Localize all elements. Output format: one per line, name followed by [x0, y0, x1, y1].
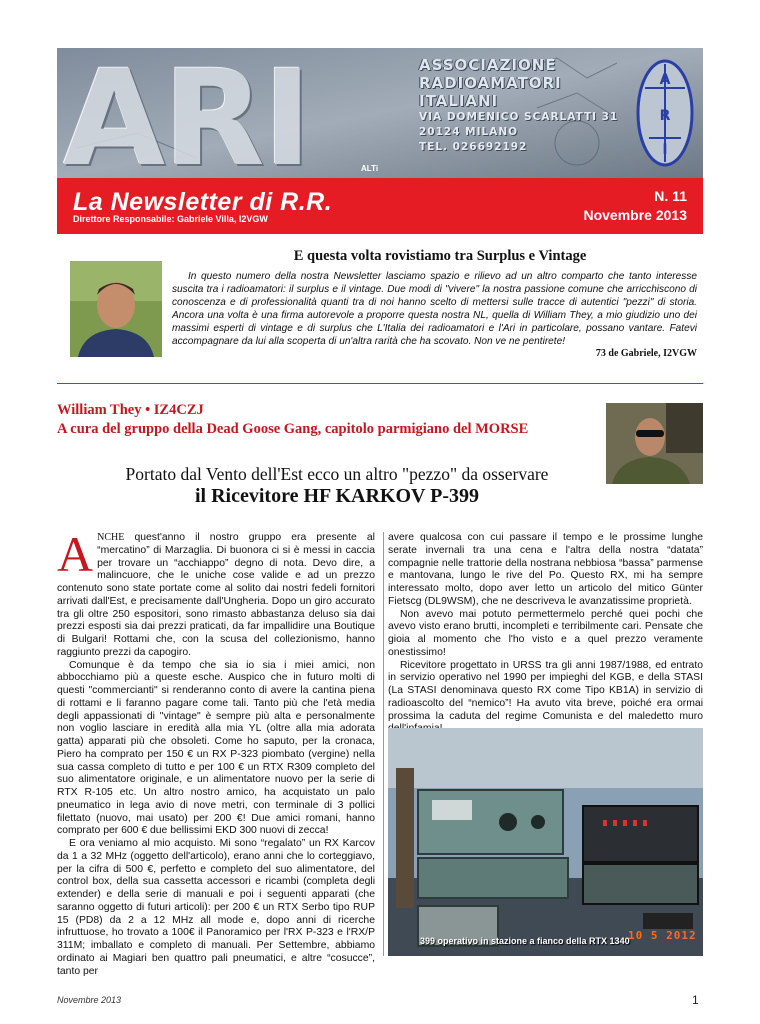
association-block	[419, 56, 629, 155]
first-word: NCHE	[97, 532, 125, 543]
right-paragraph-3: Ricevitore progettato in URSS tra gli anni 1987/1988, ed entrato in servizio operativo nel 1990 per impieghi del KGB, e della STASI (La STASI denominava questo RX come Tipo KB1A) in servizio di radioascolto del “nemico”! Ha avuto vita breve, poiché era ormai prossima la caduta del regime Comunista e del maledetto muro	[388, 659, 703, 722]
left-paragraph-3: E ora veniamo al mio acquisto. Mi sono “regalato” un RX Karcov da 1 a 32 MHz (oggetto dell'articolo), erano anni che lo corteggiavo, per la cifra di 500 €, perfetto e completo del suo alimentatore, del control box, della sua cassetta accessori e ricambi (completa degli extender) e della serie di manuali e poi i seguenti apparati (che saranno oggetto di futuri articoli): per 200 € un RTX Serbo tipo RUP 15 (PD8) da 2 a 12 MHz all mode e, dopo anni di ricerche infruttuose, ho trovato a 100€ il Panoramico per l'RX P-323 e l'RX/P 311M; imballato e completo di manuali. Per Settembre, abbiamo ordinato ai Magiari ben quattro pali pneumatici, e altre “cosucce”, tanto per	[57, 838, 375, 977]
left-paragraph-1: quest'anno il nostro gruppo era presente al “mercatino” di Marzaglia. Di buonora ci si è messi in caccia per trovare un “acchiappo” degno di nota. Devo dire, a malincuore, che le uniche cose valide e ad un prezzo contenuto sono state portate come al solito dai nostri fedeli fornitori arrivati dall'Est, e precisamente dall'Ungheria. Dopo un giro accurato tra gli oltre 250 espositori, sono rimasto abbastanza deluso sia dai prezzi esposti sia dai prezzi praticati, da far impallidire una Boutique di Bulgari! Rottami che, con la scusa del collezionismo, hanno raggiunto prezzi da capogiro.	[57, 532, 375, 658]
ari-logo-letters: ARI	[63, 48, 310, 178]
section-divider	[57, 383, 703, 384]
intro-heading: E questa volta rovistiamo tra Surplus e Vintage	[293, 248, 587, 264]
altri-label: ALTi	[361, 164, 379, 173]
radio-station-photo	[388, 728, 703, 956]
right-paragraph-2: Non avevo mai potuto permettermelo perché quei pochi che avevo visto erano brutti, incompleti e terribilmente cari. Pensate che gioia al momento che l'ho visto e a quel prezzo veramente onestissimo!	[388, 608, 703, 658]
assoc-line-1: ASSOCIAZIONE	[419, 56, 557, 74]
address-city: 20124 MILANO	[419, 126, 519, 138]
article-byline: A cura del gruppo della Dead Goose Gang, capitolo parmigiano del MORSE	[57, 421, 529, 437]
masthead-bar	[57, 178, 703, 234]
emblem-letter-r: R	[659, 108, 671, 124]
emblem-letter-i: I	[662, 142, 668, 158]
photo-date-stamp: 10 5 2012	[628, 929, 697, 942]
assoc-line-2: RADIOAMATORI	[419, 74, 562, 92]
drop-cap: A	[57, 526, 94, 582]
page-number: 1	[692, 993, 699, 1007]
emblem-letter-a: A	[659, 72, 671, 88]
footer-date: Novembre 2013	[57, 995, 122, 1005]
assoc-line-3: ITALIANI	[419, 92, 499, 110]
article-author: William They • IZ4CZJ	[57, 402, 204, 418]
intro-signature: 73 de Gabriele, I2VGW	[595, 348, 697, 359]
article-column-right	[388, 532, 703, 736]
column-divider	[383, 532, 384, 956]
right-paragraph-1: avere qualcosa con cui passare il tempo e le prossime lunghe serate invernali tra una cena e l'altra della nostra “datata” compagnie nelle trattorie della nostrana nebbiosa “bassa” parmense e mantovana, lungo le rive del Po. Questo RX, mi ha sempre interessato molto, dopo aver letto un articolo del mitico Günter Fietscg (DL9WSM), che ne descriveva le avanzatissime proprietà.	[388, 532, 703, 607]
photo-caption: 399 operativo in stazione a fianco della RTX 1340	[420, 936, 630, 946]
author-photo	[606, 403, 703, 484]
issue-number: N. 11	[654, 188, 687, 204]
article-column-left	[57, 526, 375, 978]
ari-emblem-logo	[635, 58, 695, 168]
editor-photo	[70, 261, 162, 357]
newsletter-title: La Newsletter di R.R.	[73, 188, 333, 216]
left-paragraph-2: Comunque è da tempo che sia io sia i miei amici, non abbocchiamo più a queste esche. Auspico che in futuro molti di questi "commercianti" si renderanno conto di avere la cantina piena di rottami e li faranno pagare come tali. Tanto più che l'età media degli appassionati di "vintage" è sempre più alta e personalmente non voglio lasciare in eredità alla mia YL (oltre alla mia adorata gatta) apparati più che obsoleti. Come ho saputo, per la cronaca, Piero ha comprato per 150 € un RX P-323 piombato (vergine) nella sua cassa completo di tutto e per 100 € un RTX R309 completo del suo alimentatore originale, e un alimentatore nuovo per la serie di RTX R-105 etc. Un altro nostro amico, ha acquistato un palo pneumatico in lega avio di nove metri, con terminale di 3 pollici filettato (nuovo, mai usato) per 200 €! Due amici romani, hanno comprato per 600 € due bellissimi EKD 300 nuovi di zecca!	[57, 659, 375, 837]
address-street: VIA DOMENICO SCARLATTI 31	[419, 111, 619, 123]
director-credit: Direttore Responsabile: Gabriele Villa, I2VGW	[73, 214, 268, 224]
issue-date: Novembre 2013	[583, 207, 687, 223]
intro-paragraph: In questo numero della nostra Newsletter lasciamo spazio e rilievo ad un altro comparto che tanto interesse suscita tra i radioamatori: il surplus e il vintage. Due modi di "vivere" la nostra passione comune che arricchiscono di conoscenza e di professionalità quanti tra di noi hanno scelto di mettersi sulle tracce di autentici "pezzi" di storia. Ancora una volta è una firma autorevole a proporre questa nostra NL, quella di William They, a mio giudizio uno dei massimi esperti di vintage e di surplus che L'Italia dei radioamatori e l'Ari in particolare, possano vantare. Fatevi accompagnare da lui alla scoperta di un'altra rarità che ha scovato. Non ve ne pentirete!	[172, 271, 697, 347]
address-phone: TEL. 026692192	[419, 141, 528, 153]
header-banner	[57, 48, 703, 178]
article-subtitle: Portato dal Vento dell'Est ecco un altro "pezzo" da osservare	[125, 464, 549, 484]
article-title: il Ricevitore HF KARKOV P-399	[194, 485, 480, 507]
